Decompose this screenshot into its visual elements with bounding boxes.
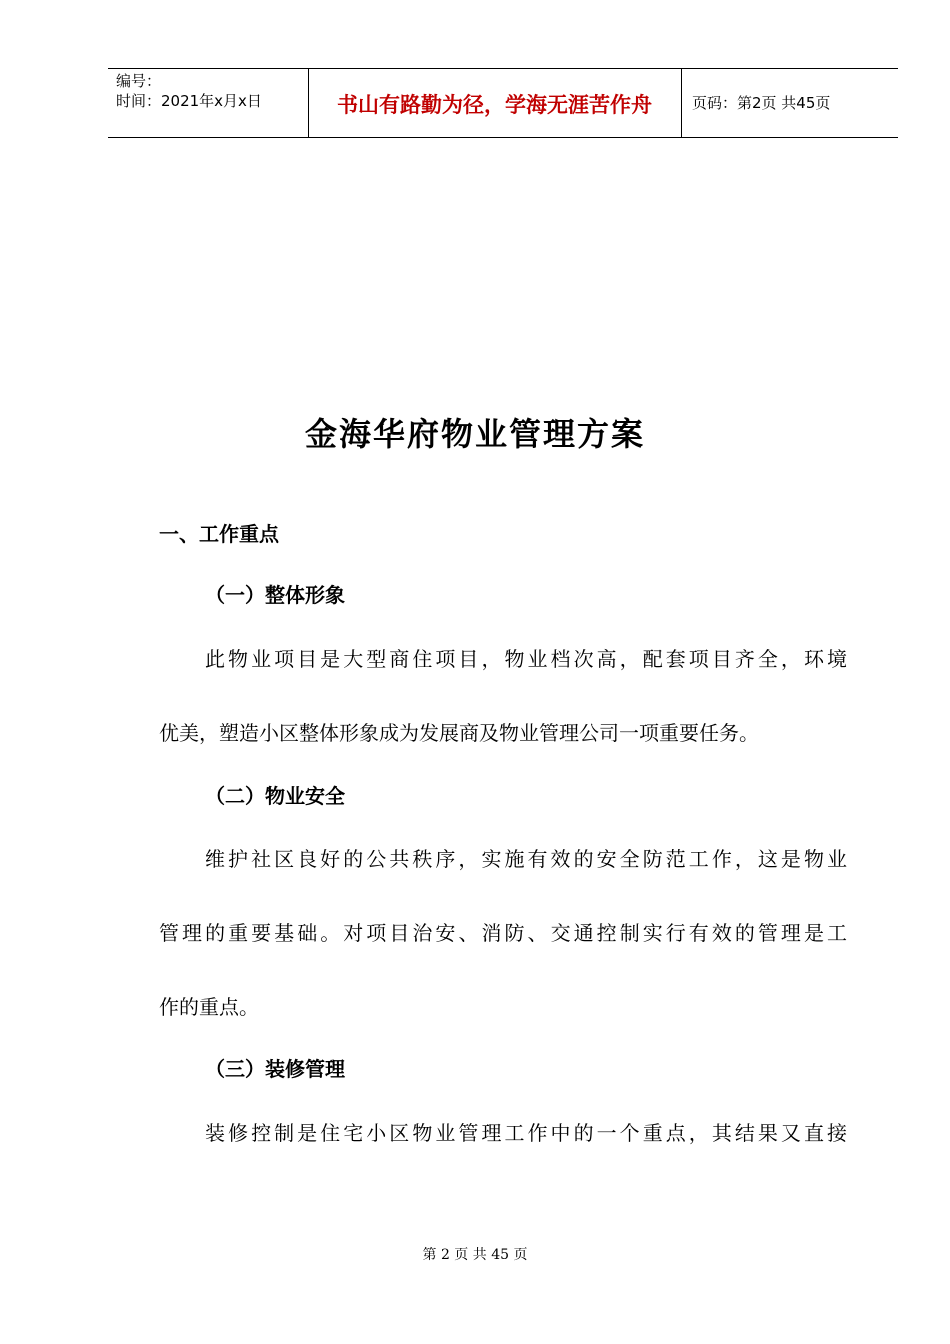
page-footer: 第 2 页 共 45 页 xyxy=(422,1247,528,1263)
paragraph-line: 作的重点。 xyxy=(159,995,259,1019)
subsection-heading-1: （一）整体形象 xyxy=(205,583,345,607)
paragraph-line: 装修控制是住宅小区物业管理工作中的一个重点，其结果又直接 xyxy=(205,1121,847,1145)
page-info: 页码：第2页 共45页 xyxy=(692,94,831,112)
paragraph-line: 管理的重要基础。对项目治安、消防、交通控制实行有效的管理是工 xyxy=(159,921,847,945)
page-header xyxy=(108,68,898,138)
paragraph-line: 此物业项目是大型商住项目，物业档次高，配套项目齐全，环境 xyxy=(205,647,847,671)
paragraph-line: 优美，塑造小区整体形象成为发展商及物业管理公司一项重要任务。 xyxy=(159,721,759,745)
section-heading: 一、工作重点 xyxy=(159,522,279,546)
header-meta-cell xyxy=(108,69,309,137)
header-page-cell xyxy=(681,69,898,137)
subsection-heading-2: （二）物业安全 xyxy=(205,784,345,808)
subsection-heading-3: （三）装修管理 xyxy=(205,1057,345,1081)
paragraph-line: 维护社区良好的公共秩序，实施有效的安全防范工作，这是物业 xyxy=(205,847,847,871)
serial-label: 编号： xyxy=(116,72,162,90)
time-label: 时间：2021年x月x日 xyxy=(116,92,262,110)
header-motto-cell xyxy=(308,69,682,137)
document-title: 金海华府物业管理方案 xyxy=(304,415,645,453)
motto-text: 书山有路勤为径，学海无涯苦作舟 xyxy=(337,93,652,117)
